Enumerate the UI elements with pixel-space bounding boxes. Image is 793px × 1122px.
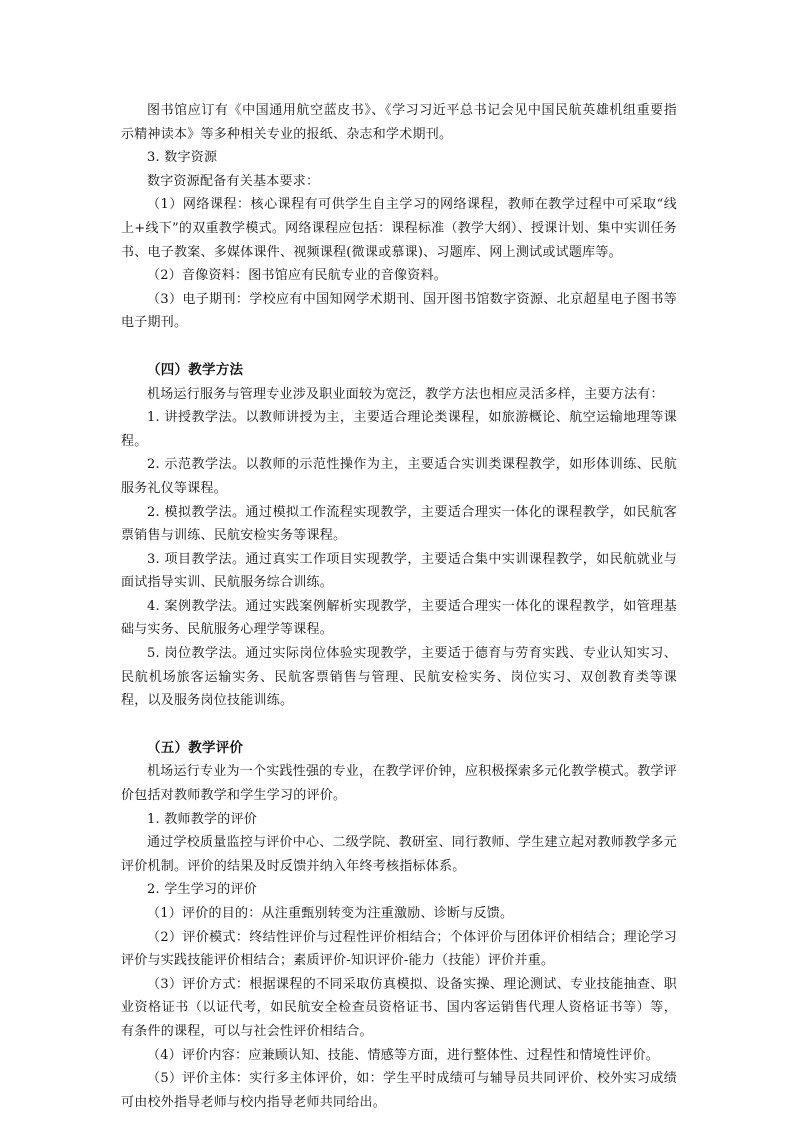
method-item-demonstration: 2. 示范教学法。以教师的示范性操作为主，主要适合实训类课程教学，如形体训练、民航服务礼仪等课程。 [121, 457, 677, 496]
digital-resources-title: 3. 数字资源 [147, 150, 218, 166]
document-page [121, 99, 677, 1114]
method-item-project: 3. 项目教学法。通过真实工作项目实现教学，主要适合集中实训课程教学，如民航就业与面试指导实训、民航服务综合训练。 [121, 551, 677, 591]
library-paragraph: 图书馆应订有《中国通用航空蓝皮书》、《学习习近平总书记会见中国民航英雄机组重要指示精神读本》等多种相关专业的报纸、杂志和学术期刊。 [121, 103, 677, 142]
resource-item-audio-video: （2）音像资料：图书馆应有民航专业的音像资料。 [147, 268, 448, 284]
teaching-evaluation-intro: 机场运行专业为一个实践性强的专业，在教学评价钟，应积极探索多元化教学模式。教学评价包括对教师教学和学生学习的评价。 [121, 764, 678, 804]
teacher-evaluation-text: 通过学校质量监控与评价中心、二级学院、教研室、同行教师、学生建立起对教师教学多元评价机制。评价的结果及时反馈并纳入年终考核指标体系。 [121, 835, 678, 874]
section-teaching-evaluation [121, 737, 677, 1115]
teaching-evaluation-heading: （五）教学评价 [147, 739, 244, 756]
method-item-case: 4. 案例教学法。通过实践案例解析实现教学，主要适合理实一体化的课程教学，如管理基础与实务、民航服务心理学等课程。 [121, 598, 677, 638]
teaching-methods-heading: （四）教学方法 [147, 361, 244, 378]
section-teaching-methods [121, 359, 677, 713]
digital-resources-intro: 数字资源配备有关基本要求： [147, 173, 320, 189]
teacher-evaluation-title: 1. 教师教学的评价 [147, 811, 258, 827]
evaluation-item-method: （3）评价方式：根据课程的不同采取仿真模拟、设备实操、理论测试、专业技能抽查、职业资格证书（以证代考，如民航安全检查员资格证书、国内客运销售代理人资格证书等）等，有条件的课程，可以与社会性评价相结合。 [121, 976, 677, 1039]
resource-item-e-journals: （3）电子期刊：学校应有中国知网学术期刊、国开图书馆数字资源、北京超星电子图书等电子期刊。 [121, 291, 677, 331]
section-resources [121, 99, 677, 335]
evaluation-item-purpose: （1）评价的目的：从注重甄别转变为注重激励、诊断与反馈。 [147, 906, 514, 921]
evaluation-item-subject: （5）评价主体：实行多主体评价，如：学生平时成绩可与辅导员共同评价、校外实习成绩可由校外指导老师与校内指导老师共同给出。 [121, 1071, 677, 1110]
evaluation-item-mode: （2）评价模式：终结性评价与过程性评价相结合；个体评价与团体评价相结合；理论学习评价与实践技能评价相结合；素质评价-知识评价-能力（技能）评价并重。 [121, 929, 677, 969]
resource-item-online-courses: （1）网络课程：核心课程有可供学生自主学习的网络课程，教师在教学过程中可采取“线上+线下”的双重教学模式。网络课程应包括：课程标准（教学大纲）、授课计划、集中实训任务书、电子教案、多媒体课件、视频课程(微课或慕课)、习题库、网上测试或试题库等。 [121, 197, 677, 260]
method-item-post: 5. 岗位教学法。通过实际岗位体验实现教学，主要适于德育与劳育实践、专业认知实习、民航机场旅客运输实务、民航客票销售与管理、民航安检实务、岗位实习、双创教育类等课程，以及服务岗位技能训练。 [121, 646, 677, 709]
method-item-lecture: 1. 讲授教学法。以教师讲授为主，主要适合理论类课程，如旅游概论、航空运输地理等课程。 [121, 410, 677, 449]
teaching-methods-intro: 机场运行服务与管理专业涉及职业面较为宽泛，教学方法也相应灵活多样，主要方法有： [147, 386, 664, 402]
evaluation-item-content: （4）评价内容：应兼顾认知、技能、情感等方面，进行整体性、过程性和情境性评价。 [147, 1047, 660, 1063]
student-evaluation-title: 2. 学生学习的评价 [147, 882, 258, 898]
method-item-simulation: 2. 模拟教学法。通过模拟工作流程实现教学，主要适合理实一体化的课程教学，如民航客票销售与训练、民航安检实务等课程。 [121, 504, 677, 544]
